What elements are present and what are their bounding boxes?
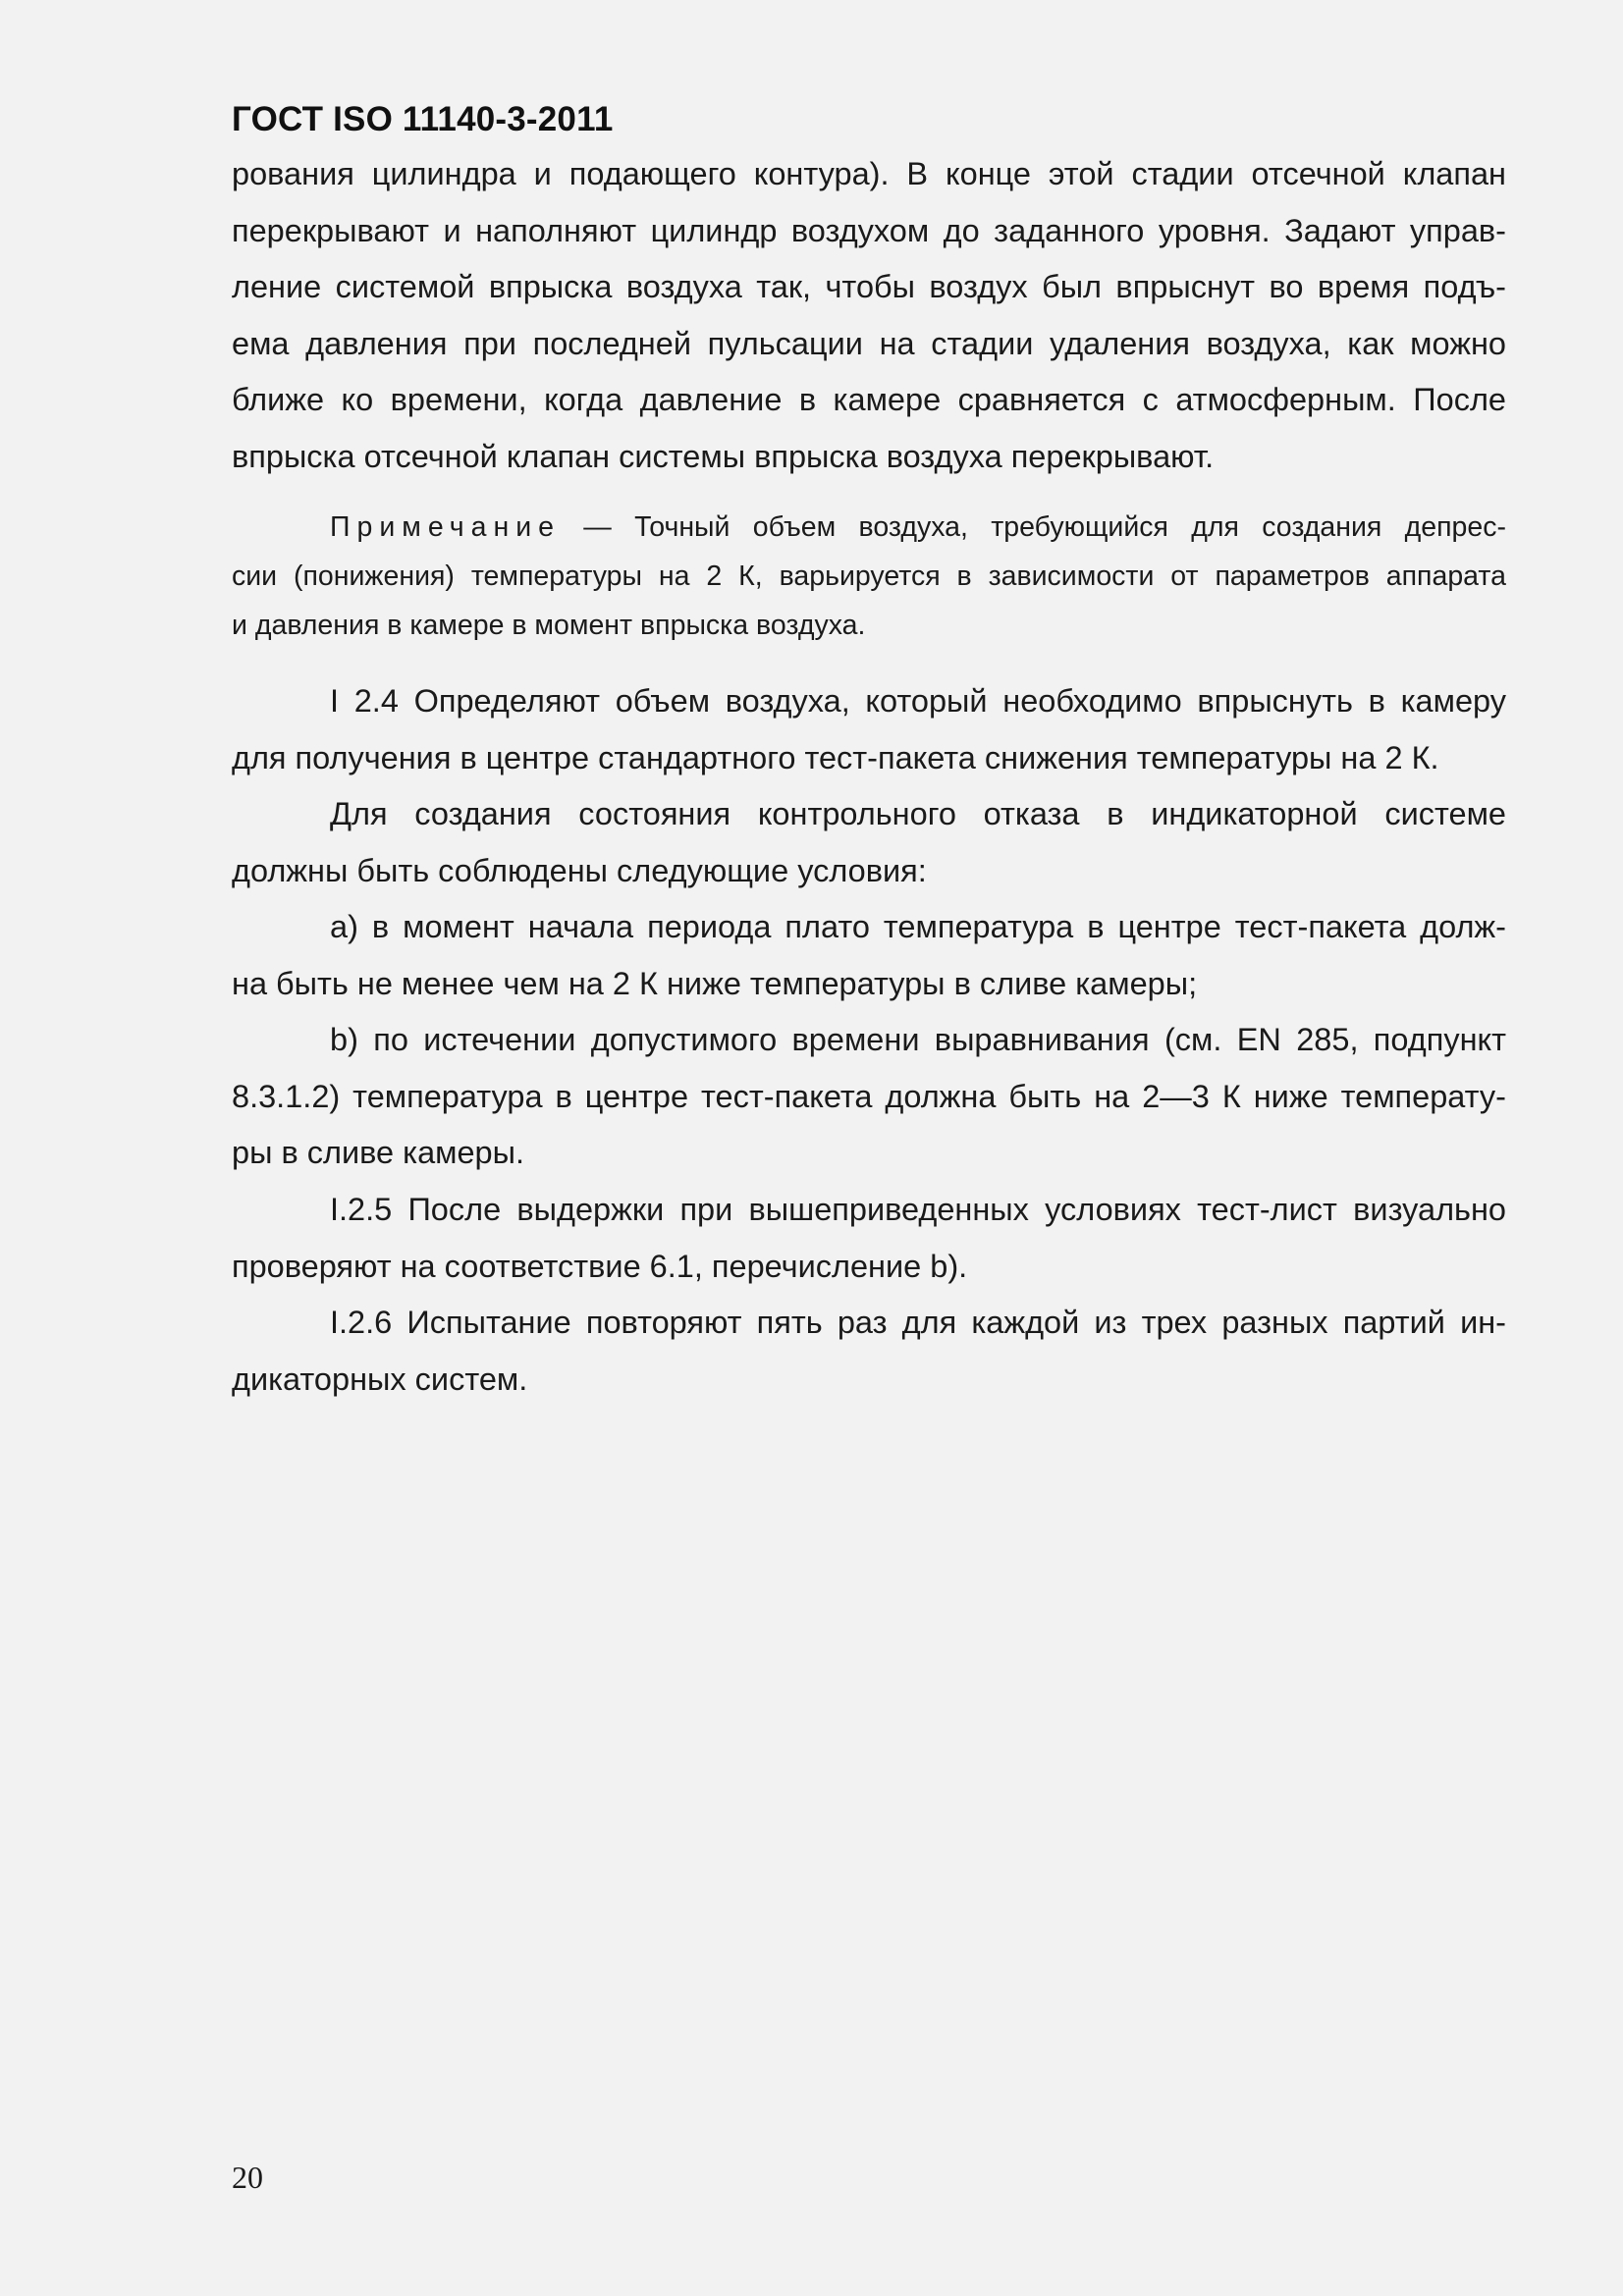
text-line: должны быть соблюдены следующие условия: bbox=[232, 852, 927, 888]
list-item-b bbox=[232, 1012, 1506, 1182]
paragraph-conditions bbox=[232, 786, 1506, 899]
text-line: ближе ко времени, когда давление в камере сравняется с атмосферным. После bbox=[232, 382, 1506, 417]
text-line: на быть не менее чем на 2 К ниже температуры в сливе камеры; bbox=[232, 965, 1198, 1001]
text-line: b) по истечении допустимого времени выравнивания (см. EN 285, подпункт bbox=[330, 1022, 1506, 1057]
text-line: впрыска отсечной клапан системы впрыска воздуха перекрывают. bbox=[232, 438, 1215, 474]
text-line: ры в сливе камеры. bbox=[232, 1135, 525, 1170]
paragraph-1-2-6 bbox=[232, 1295, 1506, 1408]
text-line: Для создания состояния контрольного отказа в индикаторной системе bbox=[330, 796, 1506, 831]
list-item-a bbox=[232, 899, 1506, 1012]
paragraph-continuation bbox=[232, 146, 1506, 485]
note-line: и давления в камере в момент впрыска воздуха. bbox=[232, 610, 866, 641]
text-line: I.2.5 После выдержки при вышеприведенных условиях тест-лист визуально bbox=[330, 1192, 1506, 1227]
text-line: a) в момент начала периода плато температура в центре тест-пакета долж- bbox=[330, 909, 1506, 944]
note-block bbox=[232, 503, 1506, 650]
note-line bbox=[232, 503, 1506, 552]
note-line: сии (понижения) температуры на 2 К, варьируется в зависимости от параметров аппарата bbox=[232, 561, 1506, 592]
document-header: ГОСТ ISO 11140-3-2011 bbox=[232, 100, 614, 138]
text-line: 8.3.1.2) температура в центре тест-пакета должна быть на 2—3 К ниже температу- bbox=[232, 1078, 1506, 1114]
text-line: I 2.4 Определяют объем воздуха, который необходимо впрыснуть в камеру bbox=[330, 683, 1506, 719]
text-line: перекрывают и наполняют цилиндр воздухом до заданного уровня. Задают управ- bbox=[232, 212, 1506, 248]
paragraph-1-2-4 bbox=[232, 673, 1506, 786]
text-line: ление системой впрыска воздуха так, чтобы воздух был впрыснут во время подъ- bbox=[232, 269, 1506, 304]
paragraph-1-2-5 bbox=[232, 1182, 1506, 1295]
text-line: I.2.6 Испытание повторяют пять раз для каждой из трех разных партий ин- bbox=[330, 1305, 1506, 1340]
note-text: — Точный объем воздуха, требующийся для создания депрес- bbox=[560, 511, 1506, 543]
note-label: Примечание bbox=[330, 511, 561, 543]
text-line: для получения в центре стандартного тест-пакета снижения температуры на 2 К. bbox=[232, 739, 1439, 775]
text-line: дикаторных систем. bbox=[232, 1361, 528, 1397]
page-number: 20 bbox=[232, 2160, 263, 2195]
text-line: проверяют на соответствие 6.1, перечисление b). bbox=[232, 1248, 968, 1284]
text-line: рования цилиндра и подающего контура). В конце этой стадии отсечной клапан bbox=[232, 156, 1506, 191]
text-line: ема давления при последней пульсации на стадии удаления воздуха, как можно bbox=[232, 325, 1506, 361]
